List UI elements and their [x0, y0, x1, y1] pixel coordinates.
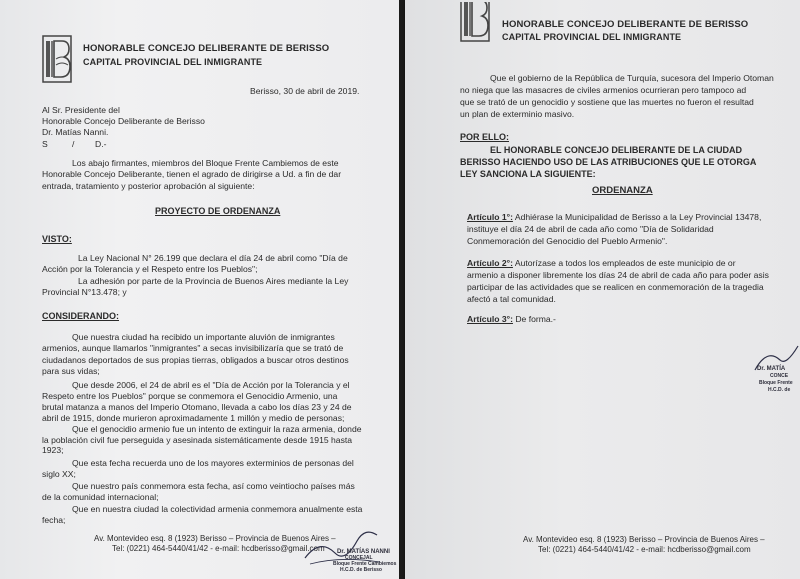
article-1-text: Adhiérase la Municipalidad de Berisso a la Ley Provincial 13478,	[512, 212, 762, 222]
considerando-line: siglo XX;	[42, 469, 76, 479]
considerando-heading: CONSIDERANDO:	[42, 311, 120, 321]
article-1-line: Conmemoración del Genocidio del Pueblo Armenio".	[467, 236, 668, 246]
addressee-line: Honorable Concejo Deliberante de Berisso	[42, 116, 205, 126]
considerando-line: la población civil fue perseguida y asesinada sistemáticamente desde 1915 hasta	[42, 435, 353, 445]
intro-line: Honorable Concejo Deliberante, tienen el agrado de dirigirse a Ud. a fin de dar	[42, 169, 342, 179]
por-ello-heading: POR ELLO:	[460, 132, 509, 142]
seal-line: H.C.D. de	[768, 387, 791, 393]
continuation-line: Que el gobierno de la República de Turquía, sucesora del Imperio Otoman	[490, 73, 774, 83]
footer-contact: Tel: (0221) 464-5440/41/42 - e-mail: hcdberisso@gmail.com	[112, 544, 325, 553]
considerando-line: Respeto entre los Pueblos" porque se conmemora el Genocidio Armenio, una	[42, 391, 338, 401]
considerando-line: Que esta fecha recuerda uno de los mayores exterminios de personas del	[72, 458, 354, 468]
seal-line: Bloque Frente	[759, 380, 793, 386]
considerando-line: ciudadanos deportados de sus propias tierras, obligados a buscar otros destinos	[42, 355, 349, 365]
ordenanza-heading: ORDENANZA	[592, 185, 653, 196]
considerando-line: armenios, aunque llamarlos "inmigrantes" a secas invisibilizaría que se trató de	[42, 343, 344, 353]
considerando-line: Que nuestro país conmemora esta fecha, así como veintiocho países más	[72, 481, 355, 491]
article-1-label: Artículo 1°:	[467, 212, 513, 222]
seal-line: Dr. MATÍA	[757, 366, 786, 372]
addressee-d: D.-	[95, 139, 107, 149]
continuation-line: no niega que las masacres de civiles armenios ocurrieran pero tampoco ad	[460, 85, 747, 95]
council-logo-icon	[460, 2, 490, 38]
seal-line: Bloque Frente Cambiemos	[333, 561, 397, 567]
addressee-line: Al Sr. Presidente del	[42, 105, 120, 115]
seal-line: H.C.D. de Berisso	[340, 567, 382, 573]
org-name-line1: HONORABLE CONCEJO DELIBERANTE DE BERISSO	[502, 19, 749, 30]
org-name-line2: CAPITAL PROVINCIAL DEL INMIGRANTE	[83, 57, 263, 67]
intro-line: entrada, tratamiento y posterior aprobación al siguiente:	[42, 181, 255, 191]
seal-line: Dr. MATÍAS NANNI	[337, 549, 390, 555]
sanciona-line: BERISSO HACIENDO USO DE LAS ATRIBUCIONES QUE LE OTORGA	[460, 157, 757, 167]
considerando-line: abril de 1915, donde murieron aproximadamente 1 millón y medio de personas;	[42, 413, 345, 423]
addressee-line: Dr. Matías Nanni.	[42, 127, 109, 137]
council-logo-icon	[42, 35, 72, 83]
visto-heading: VISTO:	[42, 234, 72, 244]
footer-contact: Tel: (0221) 464-5440/41/42 - e-mail: hcdberisso@gmail.com	[538, 545, 751, 554]
considerando-line: fecha;	[42, 515, 66, 525]
org-name-line1: HONORABLE CONCEJO DELIBERANTE DE BERISSO	[83, 43, 330, 54]
seal-line: CONCEJAL	[345, 555, 373, 561]
considerando-line: de la comunidad internacional;	[42, 492, 159, 502]
visto-line: La adhesión por parte de la Provincia de Buenos Aires mediante la Ley	[78, 276, 349, 286]
continuation-line: que se trató de un genocidio y sostiene que las muertes no fueron el resultad	[460, 97, 754, 107]
article-3	[467, 314, 556, 325]
left-page	[0, 0, 399, 579]
article-3-label: Artículo 3°:	[467, 314, 513, 324]
document-title: PROYECTO DE ORDENANZA	[155, 206, 281, 216]
considerando-line: Que desde 2006, el 24 de abril es el "Día de Acción por la Tolerancia y el	[72, 380, 350, 390]
considerando-line: brutal matanza a manos del Imperio Otomano, llevada a cabo los días 23 y 24 de	[42, 402, 352, 412]
intro-line: Los abajo firmantes, miembros del Bloque Frente Cambiemos de este	[72, 158, 339, 168]
document-date: Berisso, 30 de abril de 2019.	[250, 86, 360, 96]
addressee-slash: /	[72, 139, 75, 149]
sanciona-line: EL HONORABLE CONCEJO DELIBERANTE DE LA CIUDAD	[490, 145, 743, 155]
footer-address: Av. Montevideo esq. 8 (1923) Berisso – Provincia de Buenos Aires –	[94, 534, 336, 543]
article-2-label: Artículo 2°:	[467, 258, 513, 268]
visto-line: Provincial N°13.478; y	[42, 287, 127, 297]
org-name-line2: CAPITAL PROVINCIAL DEL INMIGRANTE	[502, 32, 682, 42]
right-page	[405, 0, 800, 579]
article-2-line: armenio a disponer libremente los días 24 de abril de cada año para poder asis	[467, 270, 769, 280]
considerando-line: Que en nuestra ciudad la colectividad armenia conmemora anualmente esta	[72, 504, 363, 514]
article-2	[467, 258, 736, 269]
addressee-s: S	[42, 139, 48, 149]
visto-line: La Ley Nacional N° 26.199 que declara el día 24 de abril como "Día de	[78, 253, 348, 263]
article-2-text: Autorízase a todos los empleados de este municipio de or	[512, 258, 736, 268]
seal-line: CONCE	[770, 373, 789, 379]
sanciona-line: LEY SANCIONA LA SIGUIENTE:	[460, 169, 596, 179]
considerando-line: Que el genocidio armenio fue un intento de extinguir la raza armenia, donde	[72, 424, 362, 434]
considerando-line: Que nuestra ciudad ha recibido un importante aluvión de inmigrantes	[72, 332, 335, 342]
article-3-text: De forma.-	[512, 314, 556, 324]
continuation-line: un plan de exterminio masivo.	[460, 109, 575, 119]
article-1-line: instituye el día 24 de abril de cada año como "Día de Solidaridad	[467, 224, 714, 234]
visto-line: Acción por la Tolerancia y el Respeto entre los Pueblos";	[42, 264, 258, 274]
article-1	[467, 212, 761, 223]
considerando-line: para sus vidas;	[42, 366, 100, 376]
considerando-line: 1923;	[42, 445, 64, 455]
article-2-line: afectó a tal comunidad.	[467, 294, 556, 304]
article-2-line: participar de las actividades que se realicen en conmemoración de la tragedia	[467, 282, 764, 292]
footer-address: Av. Montevideo esq. 8 (1923) Berisso – Provincia de Buenos Aires –	[523, 535, 765, 544]
